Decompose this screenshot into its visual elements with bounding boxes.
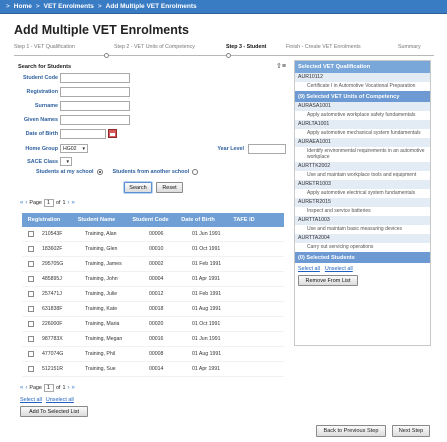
step-2: Step 2 - VET Units of Competency — [114, 44, 195, 50]
cell-dob: 01 Oct 1991 — [192, 246, 221, 252]
step-1: Step 1 - VET Qualification — [14, 44, 75, 50]
reset-button[interactable]: Reset — [156, 182, 183, 193]
rp-select-all-link[interactable]: Select all — [298, 266, 320, 272]
unit-desc: Carry out servicing operations — [307, 244, 374, 250]
cell-student-name: Training, John — [85, 276, 118, 282]
search-button[interactable]: Search — [124, 182, 152, 193]
rp-unselect-all-link[interactable]: Unselect all — [324, 266, 353, 272]
unselect-all-link[interactable]: Unselect all — [45, 397, 74, 403]
cell-dob: 01 Feb 1991 — [192, 291, 222, 297]
back-button[interactable]: Back to Previous Step — [316, 425, 386, 437]
cell-dob: 01 Feb 1991 — [192, 261, 222, 267]
cell-student-name: Training, Glen — [85, 246, 118, 252]
radio-my-school[interactable] — [97, 169, 103, 175]
radio-my-school-label: Students at my school — [36, 169, 94, 175]
table-row[interactable] — [22, 287, 284, 302]
year-level-label: Year Level — [217, 146, 244, 152]
step-finish: Finish - Create VET Enrolments — [286, 44, 361, 50]
pager-bottom — [20, 384, 75, 392]
page-number-input[interactable]: 1 — [44, 384, 54, 392]
cell-registration: 210543F — [42, 231, 63, 237]
cell-student-name: Training, Kate — [85, 306, 118, 312]
row-checkbox[interactable] — [28, 246, 34, 252]
cell-registration: 987783X — [42, 336, 63, 342]
breadcrumb — [0, 0, 447, 14]
cell-registration: 295705G — [42, 261, 64, 267]
chevron-down-icon: ▼ — [65, 159, 70, 164]
cell-registration: 512151R — [42, 366, 64, 372]
dob-input[interactable] — [60, 129, 106, 139]
cell-student-name: Training, Phil — [85, 351, 116, 357]
sace-class-label: SACE Class — [27, 159, 58, 165]
breadcrumb-vet-link[interactable]: VET Enrolments — [43, 3, 94, 10]
search-section-title: Search for Students — [18, 64, 72, 70]
unit-desc: Identify environmental requirements in an automotive workplace — [307, 148, 425, 160]
row-checkbox[interactable] — [28, 231, 34, 237]
student-code-input[interactable] — [60, 73, 130, 83]
step-summary: Summary — [398, 44, 421, 50]
students-table — [22, 213, 284, 377]
table-row[interactable] — [22, 362, 284, 377]
cell-student-code: 00014 — [149, 366, 164, 372]
cell-registration: 477074G — [42, 351, 64, 357]
cell-student-name: Training, James — [85, 261, 122, 267]
step-line — [14, 55, 434, 56]
row-checkbox[interactable] — [28, 351, 34, 357]
next-page-icon[interactable]: › — [67, 200, 70, 206]
unit-code: AURLTA1001 — [295, 120, 430, 129]
unit-code: AURTTK2002 — [295, 162, 430, 171]
step-dot-current — [226, 53, 231, 58]
pager-total: 1 — [62, 385, 66, 391]
registration-label: Registration — [26, 89, 58, 95]
col-student-code[interactable]: Student Code — [132, 217, 169, 223]
selection-panel — [294, 60, 431, 346]
surname-label: Surname — [34, 103, 58, 109]
prev-page-icon[interactable]: ‹ — [25, 385, 28, 391]
breadcrumb-current: Add Multiple VET Enrolments — [105, 3, 197, 10]
row-checkbox[interactable] — [28, 306, 34, 312]
table-row[interactable] — [22, 317, 284, 332]
page-title: Add Multiple VET Enrolments — [14, 23, 190, 37]
step-dot — [104, 53, 109, 58]
pager-total: 1 — [62, 200, 66, 206]
breadcrumb-separator: > — [6, 3, 10, 10]
page-number-input[interactable]: 1 — [44, 199, 54, 207]
table-row[interactable] — [22, 272, 284, 287]
radio-other-school[interactable] — [192, 169, 198, 175]
cell-student-code: 00010 — [149, 246, 164, 252]
unit-code: AURAEA1001 — [295, 138, 430, 147]
unit-code: AURASA1001 — [295, 102, 430, 111]
home-group-label: Home Group — [25, 146, 58, 152]
units-list — [295, 102, 430, 252]
next-step-button[interactable]: Next Step — [392, 425, 430, 437]
unit-code: AURETR2015 — [295, 198, 430, 207]
qualification-desc: Certificate I in Automotive Vocational Preparation — [307, 83, 416, 89]
calendar-icon[interactable] — [108, 129, 117, 138]
row-checkbox[interactable] — [28, 276, 34, 282]
cell-registration: 226000F — [42, 321, 63, 327]
chevron-down-icon: ▼ — [81, 146, 86, 151]
unit-code: AURTTA2004 — [295, 234, 430, 243]
qualification-header: Selected VET Qualification — [295, 61, 430, 73]
cell-student-code: 00006 — [149, 231, 164, 237]
unit-desc: Apply automotive workplace safety fundamentals — [307, 112, 416, 118]
cell-dob: 01 Apr 1991 — [192, 366, 220, 372]
pager-of-label: of — [55, 385, 61, 391]
year-level-input[interactable] — [248, 144, 286, 154]
surname-input[interactable] — [60, 101, 130, 111]
unit-desc: Apply automotive mechanical system fundamentals — [307, 130, 421, 136]
home-group-value: HG02 — [63, 145, 77, 152]
given-names-input[interactable] — [60, 115, 130, 125]
student-code-label: Student Code — [22, 75, 58, 81]
unit-desc: Use and maintain workplace tools and equipment — [307, 172, 417, 178]
dob-label: Date of Birth — [25, 131, 58, 137]
cell-registration: 257471J — [42, 291, 62, 297]
unit-code: AURETR1003 — [295, 180, 430, 189]
col-tafe-id[interactable]: TAFE ID — [233, 217, 255, 223]
school-radio-group — [36, 169, 198, 175]
cell-registration: 631838F — [42, 306, 63, 312]
step-3: Step 3 - Student — [226, 44, 267, 50]
pager-of-label: of — [55, 200, 61, 206]
pager-page-label: Page — [29, 200, 42, 206]
cell-student-code: 00004 — [149, 276, 164, 282]
cell-dob: 01 Jun 1991 — [192, 336, 221, 342]
cell-student-code: 00002 — [149, 261, 164, 267]
cell-dob: 01 Jun 1991 — [192, 231, 221, 237]
row-checkbox[interactable] — [28, 336, 34, 342]
cell-student-code: 00018 — [149, 306, 164, 312]
pager-page-label: Page — [29, 385, 42, 391]
last-page-icon[interactable]: » — [71, 200, 75, 206]
cell-student-name: Training, Megan — [85, 336, 123, 342]
table-row[interactable] — [22, 332, 284, 347]
unit-desc: Use and maintain basic measuring devices — [307, 226, 403, 232]
cell-student-code: 00008 — [149, 351, 164, 357]
collapse-up-icon[interactable]: ⇧≡ — [276, 63, 286, 70]
breadcrumb-separator: > — [35, 3, 40, 10]
table-row[interactable] — [22, 257, 284, 272]
table-body — [22, 227, 284, 377]
table-row[interactable] — [22, 347, 284, 362]
cell-student-name: Training, Sue — [85, 366, 116, 372]
breadcrumb-home-link[interactable]: Home — [13, 3, 32, 10]
given-names-label: Given Names — [23, 117, 58, 123]
registration-input[interactable] — [60, 87, 130, 97]
selected-students-links — [295, 263, 430, 275]
sace-class-select[interactable] — [60, 157, 72, 166]
prev-page-icon[interactable]: ‹ — [25, 200, 28, 206]
row-checkbox[interactable] — [28, 366, 34, 372]
radio-other-school-label: Students from another school — [112, 169, 190, 175]
step-progress — [14, 44, 434, 58]
table-row[interactable] — [22, 242, 284, 257]
cell-student-code: 00012 — [149, 291, 164, 297]
col-dob[interactable]: Date of Birth — [181, 217, 215, 223]
unit-code: AURTTA1003 — [295, 216, 430, 225]
cell-student-code: 00016 — [149, 336, 164, 342]
row-checkbox[interactable] — [28, 261, 34, 267]
units-header: (9) Selected VET Units of Competency — [295, 91, 430, 102]
first-page-icon[interactable]: « — [20, 385, 24, 391]
cell-student-name: Training, Julie — [85, 291, 118, 297]
cell-student-name: Training, Maria — [85, 321, 120, 327]
students-header: (0) Selected Students — [295, 252, 430, 263]
cell-dob: 01 Apr 1991 — [192, 276, 220, 282]
remove-from-list-button[interactable]: Remove From List — [298, 275, 358, 286]
grid-select-links — [20, 397, 74, 403]
qualification-code: AUR10112 — [295, 73, 430, 82]
breadcrumb-separator: > — [97, 3, 102, 10]
cell-registration: 183602F — [42, 246, 63, 252]
first-page-icon[interactable]: « — [20, 200, 24, 206]
cell-dob: 01 Oct 1991 — [192, 321, 221, 327]
select-all-link[interactable]: Select all — [20, 397, 42, 403]
home-group-select[interactable] — [60, 144, 88, 153]
add-to-selected-button[interactable]: Add To Selected List — [20, 406, 88, 417]
cell-dob: 01 Aug 1991 — [192, 351, 222, 357]
col-registration[interactable]: Registration — [27, 217, 61, 223]
table-row[interactable] — [22, 227, 284, 242]
row-checkbox[interactable] — [28, 321, 34, 327]
cell-student-code: 00020 — [149, 321, 164, 327]
table-row[interactable] — [22, 302, 284, 317]
cell-dob: 01 Aug 1991 — [192, 306, 222, 312]
cell-student-name: Training, Alan — [85, 231, 117, 237]
table-header — [22, 213, 284, 227]
pager-top — [20, 199, 75, 207]
col-student-name[interactable]: Student Name — [77, 217, 116, 223]
next-page-icon[interactable]: › — [67, 385, 70, 391]
last-page-icon[interactable]: » — [71, 385, 75, 391]
unit-desc: Inspect and service batteries — [307, 208, 371, 214]
row-checkbox[interactable] — [28, 291, 34, 297]
cell-registration: 485895J — [42, 276, 62, 282]
unit-desc: Apply automotive electrical system fundamentals — [307, 190, 416, 196]
